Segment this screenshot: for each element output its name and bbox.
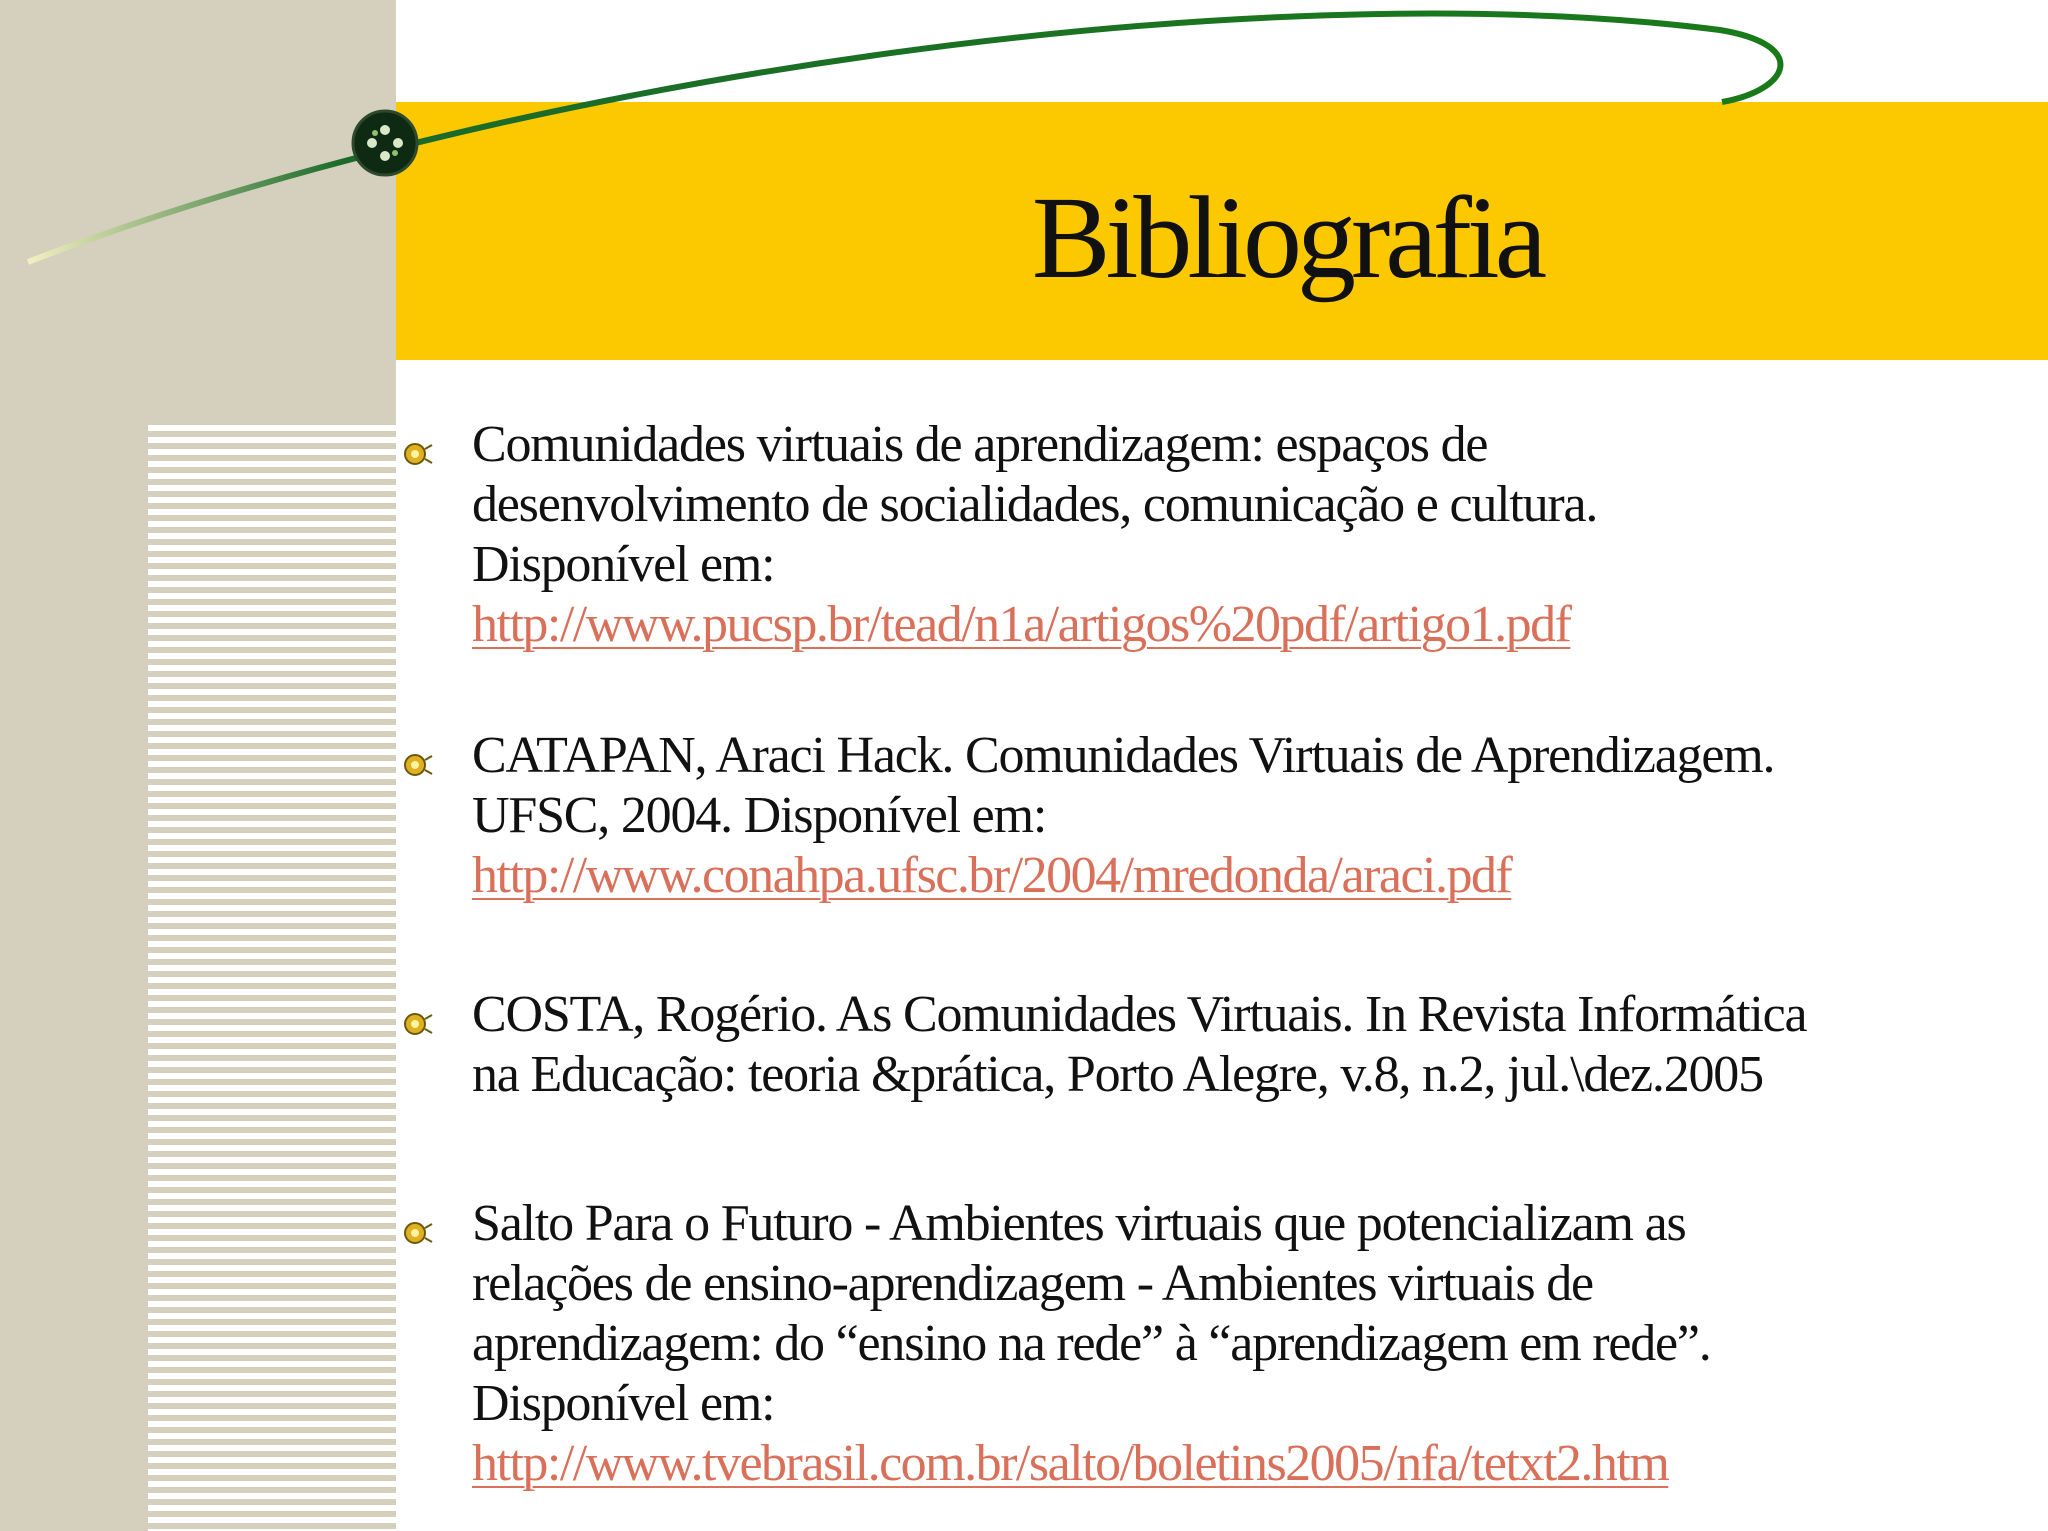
- reference-item: [472, 415, 2012, 655]
- bullet-icon: [400, 748, 434, 782]
- reference-link[interactable]: http://www.conahpa.ufsc.br/2004/mredonda/araci.pdf: [472, 847, 1512, 904]
- striped-decoration: [148, 425, 396, 1531]
- reference-text-line: Salto Para o Futuro - Ambientes virtuais que potencializam as: [472, 1195, 1686, 1252]
- reference-text-line: CATAPAN, Araci Hack. Comunidades Virtuais de Aprendizagem.: [472, 727, 1775, 784]
- reference-text-line: aprendizagem: do “ensino na rede” à “aprendizagem em rede”.: [472, 1315, 1711, 1372]
- reference-text-line: Comunidades virtuais de aprendizagem: espaços de: [472, 416, 1488, 473]
- reference-link[interactable]: http://www.tvebrasil.com.br/salto/boletins2005/nfa/tetxt2.htm: [472, 1435, 1669, 1492]
- reference-link[interactable]: http://www.pucsp.br/tead/n1a/artigos%20pdf/artigo1.pdf: [472, 596, 1571, 653]
- bullet-icon: [400, 437, 434, 471]
- bullet-icon: [400, 1216, 434, 1250]
- reference-text-line: UFSC, 2004. Disponível em:: [472, 787, 1047, 844]
- slide-title: Bibliografia: [1031, 172, 1543, 303]
- orb-icon: [353, 111, 417, 175]
- reference-text-line: na Educação: teoria &prática, Porto Alegre, v.8, n.2, jul.\dez.2005: [472, 1046, 1763, 1103]
- reference-item: [472, 985, 2012, 1105]
- reference-item: [472, 726, 2012, 906]
- reference-item: [472, 1194, 2012, 1494]
- bullet-icon: [400, 1007, 434, 1041]
- reference-text-line: COSTA, Rogério. As Comunidades Virtuais. In Revista Informática: [472, 986, 1807, 1043]
- reference-text-line: Disponível em:: [472, 1375, 775, 1432]
- reference-text-line: desenvolvimento de socialidades, comunicação e cultura.: [472, 476, 1598, 533]
- reference-text-line: relações de ensino-aprendizagem - Ambientes virtuais de: [472, 1255, 1593, 1312]
- reference-text-line: Disponível em:: [472, 536, 775, 593]
